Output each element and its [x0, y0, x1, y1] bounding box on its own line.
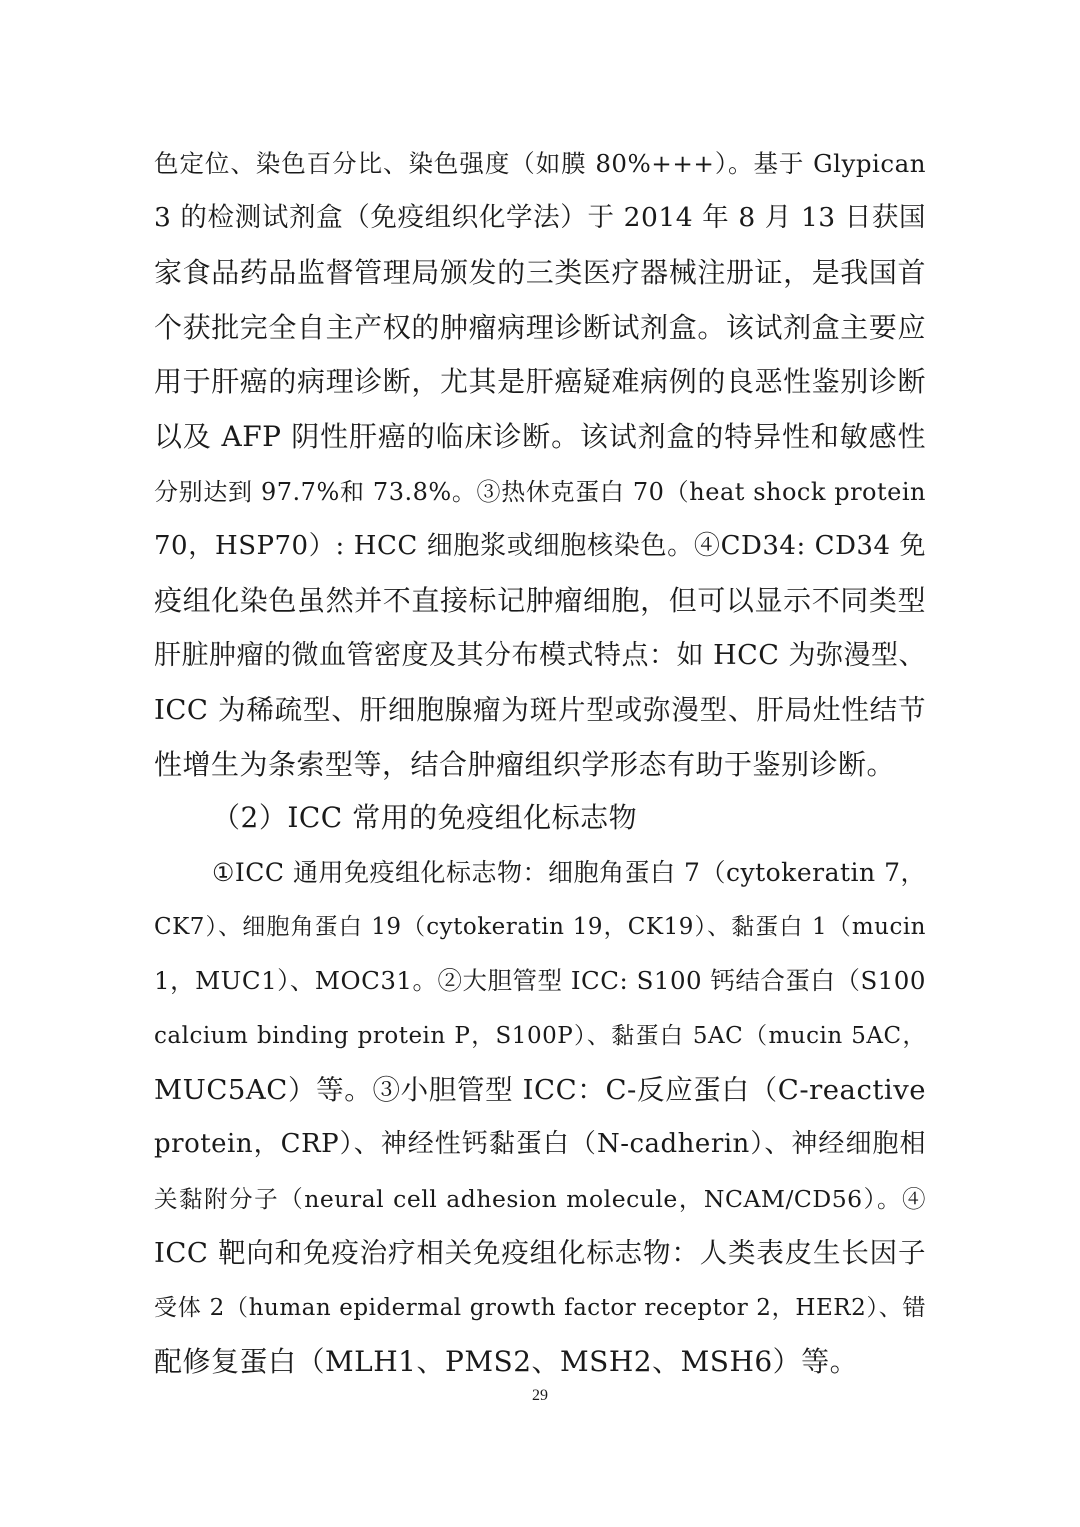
paragraph-2-line-1: ①ICC 通用免疫组化标志物：细胞角蛋白 7（cytokeratin 7， [212, 858, 926, 887]
paragraph-2-line-6: protein，CRP）、神经性钙黏蛋白（N-cadherin）、神经细胞相 [154, 1129, 926, 1159]
paragraph-1-line-10: 肝脏肿瘤的微血管密度及其分布模式特点：如 HCC 为弥漫型、 [154, 640, 927, 671]
paragraph-2-line-8: ICC 靶向和免疫治疗相关免疫组化标志物：人类表皮生长因子 [154, 1237, 926, 1269]
paragraph-2-line-4: calcium binding protein P，S100P）、黏蛋白 5AC（mucin 5AC， [154, 1023, 926, 1049]
paragraph-1-line-12: 性增生为条索型等，结合肿瘤组织学形态有助于鉴别诊断。 [154, 748, 896, 781]
paragraph-1-line-3: 家食品药品监督管理局颁发的三类医疗器械注册证，是我国首 [154, 256, 926, 289]
paragraph-2-line-7: 关黏附分子（neural cell adhesion molecule，NCAM/CD56）。④ [154, 1185, 926, 1213]
paragraph-1-line-9: 疫组化染色虽然并不直接标记肿瘤细胞，但可以显示不同类型 [154, 584, 926, 617]
paragraph-1-line-2: 3 的检测试剂盒（免疫组织化学法）于 2014 年 8 月 13 日获国 [154, 202, 926, 233]
paragraph-1-line-7: 分别达到 97.7%和 73.8%。③热休克蛋白 70（heat shock protein [154, 478, 926, 506]
page-number: 29 [532, 1387, 548, 1404]
paragraph-1-line-4: 个获批完全自主产权的肿瘤病理诊断试剂盒。该试剂盒主要应 [154, 311, 926, 344]
paragraph-1-line-1: 色定位、染色百分比、染色强度（如膜 80%+++）。基于 Glypican [154, 149, 926, 178]
paragraph-1-line-5: 用于肝癌的病理诊断，尤其是肝癌疑难病例的良恶性鉴别诊断 [154, 365, 926, 398]
paragraph-1-line-8: 70，HSP70）: HCC 细胞浆或细胞核染色。④CD34: CD34 免 [154, 531, 926, 561]
section-heading: （2）ICC 常用的免疫组化标志物 [212, 801, 638, 834]
paragraph-2-line-5: MUC5AC）等。③小胆管型 ICC：C-反应蛋白（C-reactive [154, 1074, 926, 1106]
paragraph-1-line-11: ICC 为稀疏型、肝细胞腺瘤为斑片型或弥漫型、肝局灶性结节 [154, 694, 926, 726]
paragraph-2-line-2: CK7）、细胞角蛋白 19（cytokeratin 19，CK19）、黏蛋白 1（mucin [154, 914, 926, 940]
paragraph-2-line-3: 1，MUC1）、MOC31。②大胆管型 ICC: S100 钙结合蛋白（S100 [154, 966, 926, 995]
paragraph-2-line-9: 受体 2（human epidermal growth factor receptor 2，HER2）、错 [154, 1295, 926, 1321]
paragraph-1-line-6: 以及 AFP 阴性肝癌的临床诊断。该试剂盒的特异性和敏感性 [154, 420, 926, 453]
paragraph-2-line-10: 配修复蛋白（MLH1、PMS2、MSH2、MSH6）等。 [154, 1345, 859, 1378]
